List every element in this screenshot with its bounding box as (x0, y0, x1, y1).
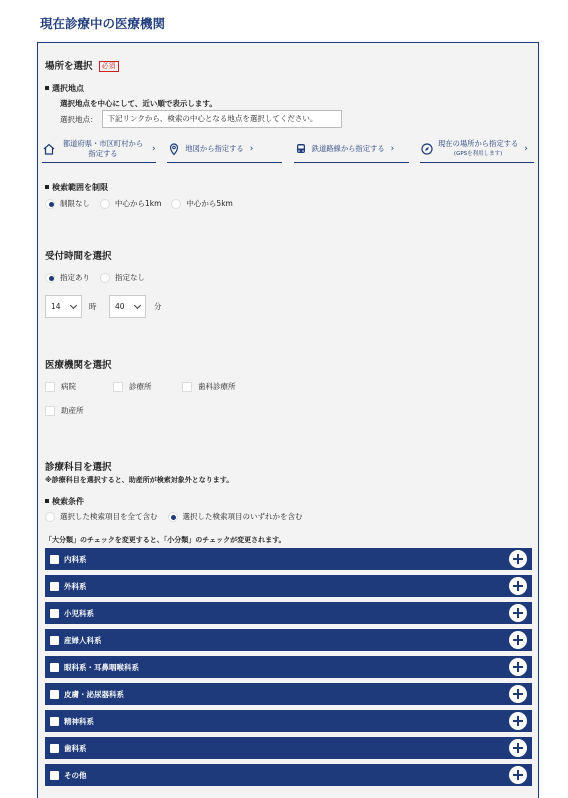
reception-option-unspecified[interactable]: 指定なし (100, 272, 145, 283)
category-surgery[interactable]: 外科系 (45, 575, 532, 597)
map-pin-icon (167, 142, 181, 156)
reception-options (45, 272, 155, 283)
category-internal[interactable]: 内科系 (45, 548, 532, 570)
link-map-label: 地図から指定する (185, 143, 244, 153)
category-other[interactable]: その他 (45, 764, 532, 786)
checkbox (182, 382, 192, 392)
checkbox[interactable] (50, 555, 59, 564)
range-option-5km[interactable]: 中心から5km (171, 198, 232, 209)
facility-check-hospital[interactable]: 病院 (45, 381, 76, 392)
condition-title: 検索条件 (45, 496, 84, 507)
range-option-1km[interactable]: 中心から1km (100, 198, 161, 209)
checkbox[interactable] (50, 582, 59, 591)
link-prefecture[interactable] (42, 135, 156, 163)
department-section (38, 450, 538, 798)
search-form (37, 42, 539, 798)
point-label: 選択地点： (60, 114, 98, 124)
checkbox[interactable] (50, 609, 59, 618)
minute-unit: 分 (154, 302, 162, 311)
time-row (45, 295, 185, 318)
facility-check-midwife[interactable]: 助産所 (45, 405, 84, 416)
link-railway-label: 鉄道路線から指定する (311, 143, 385, 153)
category-pediatrics[interactable]: 小児科系 (45, 602, 532, 624)
checkbox (113, 382, 123, 392)
link-prefecture-label: 都道府県・市区町村から指定する (62, 138, 144, 158)
location-section (38, 43, 538, 229)
radio-unselected (171, 199, 181, 209)
chevron-down-icon (134, 302, 141, 309)
department-note: ※診療科目を選択すると、助産所が検索対象外となります。 (45, 476, 234, 484)
chevron-right-icon: › (390, 143, 395, 154)
point-value: 下記リンクから、検索の中心となる地点を選択してください。 (102, 110, 342, 128)
hour-select[interactable]: 14 (45, 295, 82, 318)
facility-title: 医療機関を選択 (45, 360, 112, 371)
point-title: 選択地点 (45, 83, 84, 94)
category-psychiatry[interactable]: 精神科系 (45, 710, 532, 732)
point-description: 選択地点を中心にして、近い順で表示します。 (60, 99, 217, 108)
checkbox (45, 382, 55, 392)
link-map[interactable] (167, 135, 282, 163)
reception-title: 受付時間を選択 (45, 251, 112, 262)
location-title: 場所を選択 必須 (45, 58, 119, 72)
chevron-right-icon: › (152, 143, 156, 154)
category-dental[interactable]: 歯科系 (45, 737, 532, 759)
plus-icon[interactable] (509, 550, 527, 568)
plus-icon[interactable] (509, 631, 527, 649)
radio-selected (45, 273, 55, 283)
facility-check-clinic[interactable]: 診療所 (113, 381, 152, 392)
radio-unselected (100, 199, 110, 209)
radio-unselected (100, 273, 110, 283)
checkbox[interactable] (50, 771, 59, 780)
checkbox[interactable] (50, 744, 59, 753)
checkbox[interactable] (50, 636, 59, 645)
link-gps-note: (GPSを利用します) (453, 150, 503, 157)
condition-option-any[interactable]: 選択した検索項目のいずれかを含む (168, 511, 303, 522)
category-hint: 「大分類」のチェックを変更すると、「小分類」のチェックが変更されます。 (45, 536, 286, 544)
checkbox[interactable] (50, 663, 59, 672)
range-option-none[interactable]: 制限なし (45, 198, 90, 209)
chevron-right-icon: › (524, 143, 528, 154)
home-icon (42, 142, 56, 156)
radio-selected (45, 199, 55, 209)
plus-icon[interactable] (509, 739, 527, 757)
train-icon (294, 142, 308, 156)
facility-section (38, 345, 538, 437)
required-badge: 必須 (99, 61, 119, 72)
hour-unit: 時 (89, 302, 97, 311)
plus-icon[interactable] (509, 766, 527, 784)
checkbox[interactable] (50, 690, 59, 699)
minute-select[interactable]: 40 (109, 295, 146, 318)
link-gps[interactable] (420, 135, 534, 163)
category-obgyn[interactable]: 産婦人科系 (45, 629, 532, 651)
department-title: 診療科目を選択 (45, 462, 112, 473)
location-links (42, 135, 534, 163)
page-title: 現在診療中の医療機関 (40, 16, 166, 31)
checkbox[interactable] (50, 717, 59, 726)
plus-icon[interactable] (509, 712, 527, 730)
link-gps-label: 現在の場所から指定する (GPSを利用します) (437, 138, 519, 157)
category-eye-ent[interactable]: 眼科系・耳鼻咽喉科系 (45, 656, 532, 678)
facility-check-dental[interactable]: 歯科診療所 (182, 381, 236, 392)
radio-unselected (45, 512, 55, 522)
link-railway[interactable] (294, 135, 409, 163)
plus-icon[interactable] (509, 604, 527, 622)
radio-selected (168, 512, 178, 522)
range-options (45, 198, 243, 209)
chevron-right-icon: › (249, 143, 254, 154)
chevron-down-icon (70, 302, 77, 309)
plus-icon[interactable] (509, 658, 527, 676)
plus-icon[interactable] (509, 685, 527, 703)
checkbox (45, 406, 55, 416)
plus-icon[interactable] (509, 577, 527, 595)
point-row (60, 110, 342, 128)
compass-icon (420, 142, 434, 156)
condition-option-all[interactable]: 選択した検索項目を全て含む (45, 511, 158, 522)
condition-options (45, 511, 313, 522)
range-title: 検索範囲を制限 (45, 182, 108, 193)
reception-section (38, 236, 538, 332)
category-skin-urology[interactable]: 皮膚・泌尿器科系 (45, 683, 532, 705)
reception-option-specified[interactable]: 指定あり (45, 272, 90, 283)
